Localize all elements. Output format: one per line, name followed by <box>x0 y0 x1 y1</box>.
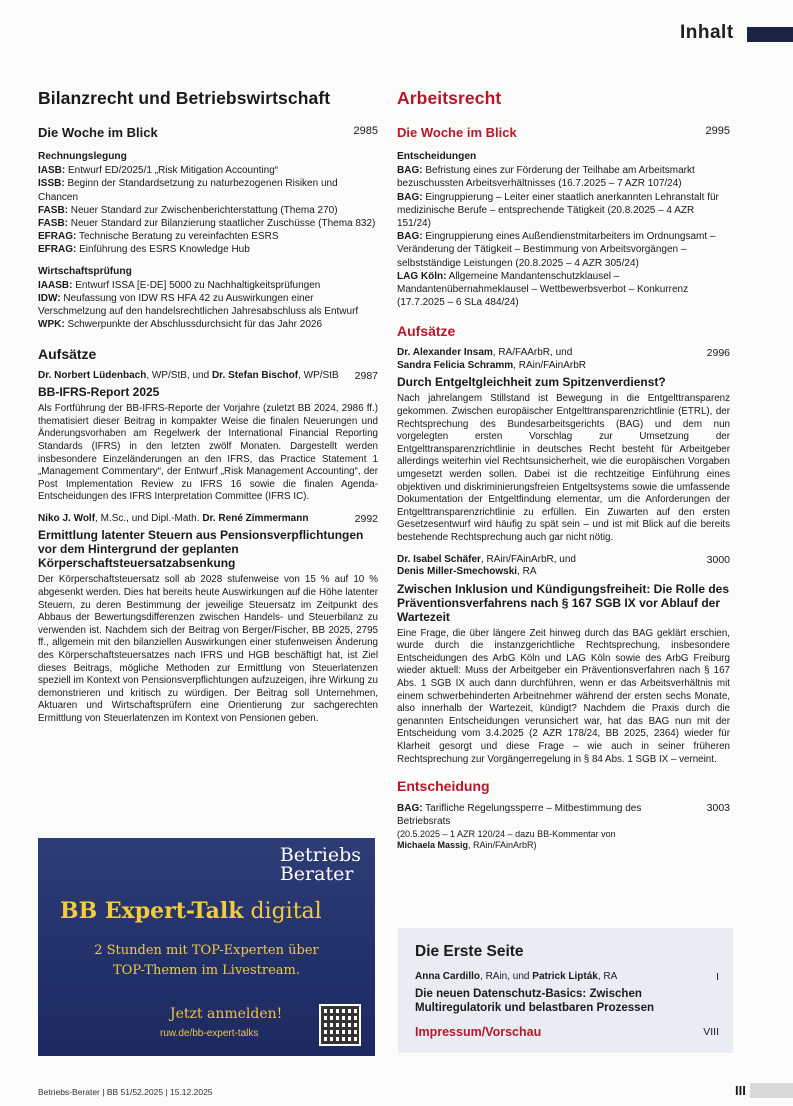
week-item-text: Neufassung von IDW RS HFA 42 zu Auswirkungen einer Verschmelzung auf den handelsrechtlichen Jahresabschluss als Entwurf <box>38 293 359 318</box>
left-week-page: 2985 <box>353 125 378 137</box>
bb-expert-talk-ad[interactable] <box>38 838 375 1056</box>
article-page: 3000 <box>706 553 730 566</box>
erste-seite-author-2: Patrick Lipták <box>532 971 598 982</box>
week-item-text: Eingruppierung eines Außendienstmitarbeiters im Ordnungsamt – Veränderung der Tätigkeit – Bestimmung von Arbeitsvorgängen – selbstständige Leistungen (20.8.2025 – 4 AZR 305/24) <box>397 231 716 269</box>
left-week-title: Die Woche im Blick <box>38 125 158 140</box>
erste-seite-page: I <box>716 971 719 983</box>
week-item-text: Eingruppierung – Leiter einer staatlich anerkannten Lehranstalt für medizinische Berufe – entsprechende Tätigkeit (20.8.2025 – 4 AZR 151/24) <box>397 191 719 230</box>
article-abstract: Der Körperschaftsteuersatz soll ab 2028 stufenweise von 15 % auf 10 % abgesenkt werden. Dies hat bereits heute Auswirkungen auf die Höhe latenter Steuern, zu deren Bestimmung der jeweilige Steuersatz im Zeitpunkt des Abbaus der Bewertungsdifferenzen zwischen Handels- und Steuerbilanz zu verwenden ist. Nachdem sich der Beitrag von Berger/Fischer, BB 2025, 2795 ff., allgemein mit den bilanziellen Auswirkungen einer stufenweisen Änderung des Körperschaftsteuersatzes nach IFRS und HGB beschäftigt hat, ist Ziel dieses Beitrags, mögliche Methoden zur Ermittlung von Steuerlatenzen speziell im Kontext von Pensionsverpflichtungen aufzuzeigen, ihre Wirkung zu demonstrieren und kritisch zu würdigen. Der Beitrag soll Unternehmen, Aktuaren und Wirtschaftsprüfern eine Orientierung zur sachgerechten Ermittlung von Steuerlatenzen im Kontext von Pensionen geben. <box>38 574 378 724</box>
week-item-text: Technische Beratung zu vereinfachten ESRS <box>76 231 279 243</box>
week-item-text: Neuer Standard zur Bilanzierung staatlicher Zuschüsse (Thema 832) <box>68 218 376 230</box>
article-title[interactable]: Zwischen Inklusion und Kündigungsfreiheit: Die Rolle des Präventionsverfahrens nach § 167 SGB IX vor Ablauf der Wartezeit <box>397 581 730 624</box>
week-item-text: Einführung des ESRS Knowledge Hub <box>76 244 250 256</box>
article-author-2-role: , RA <box>517 566 537 578</box>
week-item[interactable] <box>38 164 378 177</box>
article-author-1: Niko J. Wolf <box>38 512 96 524</box>
week-item-source: ISSB: <box>38 178 65 190</box>
right-articles <box>397 347 730 766</box>
ad-title-bold: BB Expert-Talk <box>60 898 244 924</box>
group-heading: Entscheidungen <box>397 151 477 162</box>
entscheidung-text: Tarifliche Regelungssperre – Mitbestimmung des Betriebsrats <box>397 803 642 828</box>
entscheidung-ref-text: (20.5.2025 – 1 AZR 120/24 – dazu BB-Kommentar von <box>397 828 616 839</box>
week-item-text: Befristung eines zur Förderung der Teilhabe am Arbeitsmarkt bezuschussten Arbeitsverhältnisses (16.7.2025 – 7 AZR 107/24) <box>397 165 695 190</box>
right-aufsaetze-heading: Aufsätze <box>397 323 456 340</box>
week-item[interactable] <box>397 230 730 270</box>
page-section-header: Inhalt <box>680 22 734 43</box>
logo-line-2: Berater <box>279 863 354 885</box>
entscheidung-court: BAG: <box>397 803 423 815</box>
left-section-title: Bilanzrecht und Betriebswirtschaft <box>38 88 331 108</box>
betriebs-berater-logo <box>280 846 361 884</box>
article-title[interactable]: Durch Entgeltgleichheit zum Spitzenverdienst? <box>397 375 666 390</box>
week-item-source: FASB: <box>38 218 68 230</box>
article-author-1: Dr. Norbert Lüdenbach <box>38 369 147 381</box>
right-week-page: 2995 <box>705 125 730 137</box>
entscheidung-ref <box>397 829 730 852</box>
right-section-title: Arbeitsrecht <box>397 88 502 108</box>
article-author-2-role: , RAin/FAinArbR <box>513 359 586 371</box>
article-author-2: Dr. Stefan Bischof <box>211 369 299 381</box>
article-page: 2987 <box>354 369 378 382</box>
erste-seite-author-1-role: , RAin, und <box>480 971 533 982</box>
article-authors <box>38 513 378 526</box>
week-item[interactable] <box>38 279 378 292</box>
article-author-2: Sandra Felicia Schramm <box>397 359 514 371</box>
ad-subtitle <box>50 941 363 981</box>
footer-citation: Betriebs-Berater | BB 51/52.2025 | 15.12.2025 <box>38 1087 213 1097</box>
article-authors <box>38 370 378 383</box>
week-item[interactable] <box>38 292 378 318</box>
week-item[interactable] <box>397 191 730 231</box>
article-title[interactable]: BB-IFRS-Report 2025 <box>38 385 160 400</box>
week-item-source: IDW: <box>38 293 61 305</box>
week-item-text: Beginn der Standardsetzung zu naturbezogenen Risiken und Chancen <box>38 178 338 203</box>
erste-seite-article-title[interactable]: Die neuen Datenschutz-Basics: Zwischen Multiregulatorik und belastbaren Prozessen <box>415 988 654 1014</box>
right-week-title: Die Woche im Blick <box>397 125 517 140</box>
ad-register-cta[interactable]: Jetzt anmelden! <box>170 1006 283 1022</box>
left-articles <box>38 370 378 726</box>
week-item-text: Allgemeine Mandantenschutzklausel – Mandantenübernahmeklausel – Wettbewerbsverbot – Konkurrenz (17.7.2025 – 6 SLa 484/24) <box>397 270 689 309</box>
week-item-source: LAG Köln: <box>397 270 447 282</box>
week-item[interactable] <box>38 204 378 217</box>
article-author-1: Dr. Isabel Schäfer <box>397 553 481 565</box>
week-item[interactable] <box>38 318 378 331</box>
header-bar <box>747 27 793 42</box>
impressum-page: VIII <box>703 1026 719 1038</box>
week-item-source: BAG: <box>397 191 423 203</box>
logo-line-1: Betriebs <box>279 844 361 866</box>
week-item-text: Schwerpunkte der Abschlussdurchsicht für das Jahr 2026 <box>64 319 323 331</box>
week-item-text: Entwurf ED/2025/1 „Risk Mitigation Accounting“ <box>65 165 279 177</box>
article-author-1-role: , M.Sc., und Dipl.-Math. <box>95 512 203 524</box>
week-item-source: WPK: <box>38 319 65 331</box>
entscheidung-author-rest: , RAin/FAinArbR) <box>468 840 537 850</box>
ad-subtitle-line-1: 2 Stunden mit TOP-Experten über <box>94 943 319 958</box>
entscheidung-author: Michaela Massig <box>397 840 469 850</box>
article-abstract: Nach jahrelangem Stillstand ist Bewegung in die Entgelttransparenz gekommen. Zwischen europäischer Entgelttransparenzrichtlinie (ETRL), der Rechtsprechung des Bundesarbeitsgerichts (BAG) und dem nun vorgelegten ersten Vorschlag zur Umsetzung der Entgelttransparenzrichtlinie in deutsches Recht besteht für Arbeitgeber allerdings weiterhin viel Rechtsunsicherheit, wie die europäischen Vorgaben umgesetzt werden sollen. Dabei ist die rechtzeitige Einführung eines objektiven und diskriminierungsfreien Entgeltsystems sowie die umfassende Dokumentation der Entgeltfindung elementar, um die Anforderungen der Entgelttransparenzrichtlinie zu erfüllen. Ein Zuwarten auf den ersten Gesetzesentwurf wird häufig zu spät sein – und ist mit Blick auf die bereits bestehende Rechtsprechung auch gar nicht nötig. <box>397 393 730 543</box>
page-folio: III <box>735 1083 746 1098</box>
entscheidung-page: 3003 <box>706 802 730 815</box>
ad-title-light: digital <box>243 899 322 924</box>
week-item[interactable] <box>38 243 378 256</box>
right-column <box>397 88 730 861</box>
erste-seite-author-2-role: , RA <box>597 971 618 982</box>
week-group <box>38 150 378 257</box>
week-item[interactable] <box>397 164 730 190</box>
article-abstract: Als Fortführung der BB-IFRS-Reporte der Vorjahre (zuletzt BB 2024, 2986 ff.) thematisiert dieser Beitrag in kompakter Weise die finalen Neuerungen und Änderungsvorhaben am Regelwerk der International Financial Reporting Standards (IFRS) in den letzten zwölf Monaten. Dargestellt werden insbesondere Einzeländerungen an den IFRS, das Practice Statement 1 „Management Commentary“, der Entwurf „Risk Management Accounting“, der Post Implementation Review zu IFRS 16 sowie die finalen Agenda-Entscheidungen des IFRS Interpretation Committee (IFRS IC). <box>38 403 378 503</box>
article-entry[interactable] <box>397 554 730 767</box>
article-author-2: Denis Miller-Smechowski <box>397 566 518 578</box>
article-author-1-role: , WP/StB, und <box>146 369 212 381</box>
right-week-group <box>397 150 730 309</box>
article-author-1: Dr. Alexander Insam <box>397 347 493 359</box>
qr-code-icon <box>319 1004 361 1046</box>
article-page: 2996 <box>706 347 730 360</box>
article-authors <box>397 554 730 579</box>
week-group <box>397 150 730 309</box>
article-author-2: Dr. René Zimmermann <box>202 512 309 524</box>
article-author-2-role: , WP/StB <box>298 369 339 381</box>
week-item-source: BAG: <box>397 165 423 177</box>
ad-url-link[interactable]: ruw.de/bb-expert-talks <box>160 1028 259 1039</box>
erste-seite-box <box>398 928 733 1053</box>
article-authors <box>397 347 730 372</box>
article-page: 2992 <box>354 512 378 525</box>
article-abstract: Eine Frage, die über längere Zeit hinweg durch das BAG geklärt erschien, wurde durch die instanzgerichtliche Rechtsprechung, insbesondere Entscheidungen des ArbG Köln und LAG Köln sowie des ArbG Freiburg wieder aktuell: Muss der Arbeitgeber ein Präventionsverfahren nach § 167 Abs. 1 SGB IX auch dann durchführen, wenn er das Arbeitsverhältnis mit einem schwerbehinderten Arbeitnehmer während der ersten sechs Monate, also innerhalb der Wartezeit, kündigt? Nachdem die Praxis durch die genannten Entscheidungen verunsichert war, hat das BAG nun mit der Entscheidung vom 3.4.2025 (2 AZR 178/24, BB 2025, 2364) wieder für Klarheit gesorgt und diese Frage – wie auch in seiner früheren Rechtsprechung zur Vorgängerregelung in § 84 Abs. 1 SGB IX – verneint. <box>397 627 730 765</box>
ad-subtitle-line-2: TOP-Themen im Livestream. <box>112 963 300 978</box>
week-item[interactable] <box>38 177 378 203</box>
week-item[interactable] <box>38 217 378 230</box>
week-item-source: FASB: <box>38 204 68 216</box>
week-item[interactable] <box>397 270 730 310</box>
week-item[interactable] <box>38 230 378 243</box>
left-aufsaetze-heading: Aufsätze <box>38 345 97 362</box>
article-title[interactable]: Ermittlung latenter Steuern aus Pensionsverpflichtungen vor dem Hintergrund der geplanten Körperschaftsteuersatzabsenkung <box>38 528 364 571</box>
article-entry[interactable] <box>38 370 378 504</box>
article-entry[interactable] <box>397 347 730 544</box>
week-item-source: BAG: <box>397 231 423 243</box>
article-entry[interactable] <box>38 513 378 726</box>
group-heading: Rechnungslegung <box>38 151 127 162</box>
article-author-1-role: , RA/FAArbR, und <box>492 347 573 359</box>
right-week-heading[interactable] <box>397 125 730 140</box>
erste-seite-authors <box>415 971 617 982</box>
week-item-text: Neuer Standard zur Zwischenberichterstattung (Thema 270) <box>68 204 338 216</box>
week-item-source: EFRAG: <box>38 231 77 243</box>
group-heading: Wirtschaftsprüfung <box>38 265 132 277</box>
week-item-source: EFRAG: <box>38 244 77 256</box>
left-column <box>38 88 378 735</box>
left-week-groups <box>38 150 378 332</box>
article-author-1-role: , RAin/FAinArbR, und <box>480 553 576 565</box>
left-week-heading[interactable] <box>38 125 378 140</box>
impressum-link[interactable]: Impressum/Vorschau <box>415 1025 542 1039</box>
entscheidung-heading: Entscheidung <box>397 778 490 795</box>
erste-seite-author-1: Anna Cardillo <box>415 971 481 982</box>
entscheidung-entry[interactable] <box>397 802 730 851</box>
ad-title <box>60 898 322 924</box>
week-group <box>38 265 378 332</box>
erste-seite-title: Die Erste Seite <box>415 943 524 960</box>
week-item-text: Entwurf ISSA [E-DE] 5000 zu Nachhaltigkeitsprüfungen <box>72 279 321 291</box>
folio-bar <box>750 1083 793 1098</box>
week-item-source: IAASB: <box>38 279 73 291</box>
week-item-source: IASB: <box>38 165 66 177</box>
